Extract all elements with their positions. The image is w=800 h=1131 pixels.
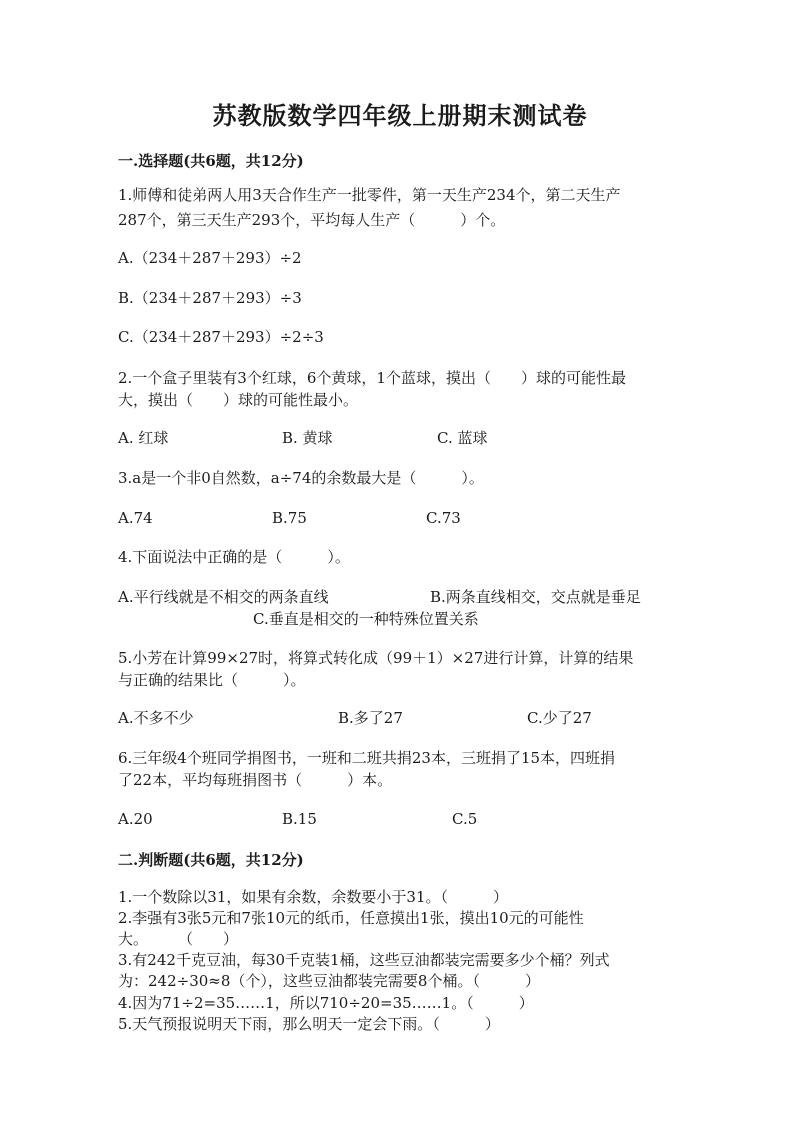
question-4-option-a: A.平行线就是不相交的两条直线 — [118, 588, 329, 606]
question-4-option-c: C.垂直是相交的一种特殊位置关系 — [253, 610, 479, 628]
question-2-option-b: B. 黄球 — [282, 429, 333, 447]
question-3-option-c: C.73 — [426, 509, 461, 527]
question-3-option-a: A.74 — [118, 509, 153, 527]
question-2-text-cont: 大，摸出（ ）球的可能性最小。 — [118, 391, 359, 409]
judgement-4-text: 4.因为71÷2=35……1，所以710÷20=35……1。（ ） — [118, 994, 534, 1012]
section-heading-choice: 一.选择题(共6题，共12分) — [118, 152, 304, 170]
question-6-option-a: A.20 — [118, 810, 153, 828]
question-3-text: 3.a是一个非0自然数，a÷74的余数最大是（ ）。 — [118, 469, 484, 487]
question-5-text-cont: 与正确的结果比（ ）。 — [118, 671, 306, 689]
question-2-option-c: C. 蓝球 — [437, 429, 488, 447]
question-5-option-c: C.少了27 — [527, 709, 592, 727]
question-6-option-b: B.15 — [282, 810, 317, 828]
question-5-text: 5.小芳在计算99×27时，将算式转化成（99＋1）×27进行计算，计算的结果 — [118, 649, 634, 667]
question-5-option-b: B.多了27 — [338, 709, 403, 727]
question-4-option-b: B.两条直线相交，交点就是垂足 — [430, 588, 641, 606]
question-5-option-a: A.不多不少 — [118, 709, 194, 727]
judgement-1-text: 1.一个数除以31，如果有余数，余数要小于31。（ ） — [118, 888, 508, 906]
judgement-5-text: 5.天气预报说明天下雨，那么明天一定会下雨。（ ） — [118, 1015, 500, 1033]
question-2-option-a: A. 红球 — [118, 429, 169, 447]
question-1-text-cont: 287个，第三天生产293个，平均每人生产（ ）个。 — [118, 211, 506, 229]
question-1-option-b: B.（234＋287＋293）÷3 — [118, 289, 302, 307]
question-3-option-b: B.75 — [272, 509, 307, 527]
judgement-2-text: 2.李强有3张5元和7张10元的纸币，任意摸出1张，摸出10元的可能性 — [118, 909, 584, 927]
section-heading-judgement: 二.判断题(共6题，共12分) — [118, 851, 304, 869]
question-1-option-c: C.（234＋287＋293）÷2÷3 — [118, 328, 324, 346]
question-2-text: 2.一个盒子里装有3个红球，6个黄球，1个蓝球，摸出（ ）球的可能性最 — [118, 369, 626, 387]
page-title: 苏教版数学四年级上册期末测试卷 — [212, 101, 588, 130]
judgement-2-text-cont: 大。 （ ） — [118, 930, 239, 948]
question-6-option-c: C.5 — [452, 810, 478, 828]
judgement-3-text-cont: 为：242÷30≈8（个），这些豆油都装完需要8个桶。（ ） — [118, 972, 540, 990]
question-6-text: 6.三年级4个班同学捐图书，一班和二班共捐23本，三班捐了15本，四班捐 — [118, 749, 616, 767]
judgement-3-text: 3.有242千克豆油，每30千克装1桶，这些豆油都装完需要多少个桶？列式 — [118, 951, 610, 969]
question-1-text: 1.师傅和徒弟两人用3天合作生产一批零件，第一天生产234个，第二天生产 — [118, 186, 621, 204]
question-6-text-cont: 了22本，平均每班捐图书（ ）本。 — [118, 771, 393, 789]
question-4-text: 4.下面说法中正确的是（ ）。 — [118, 548, 350, 566]
question-1-option-a: A.（234＋287＋293）÷2 — [118, 249, 302, 267]
